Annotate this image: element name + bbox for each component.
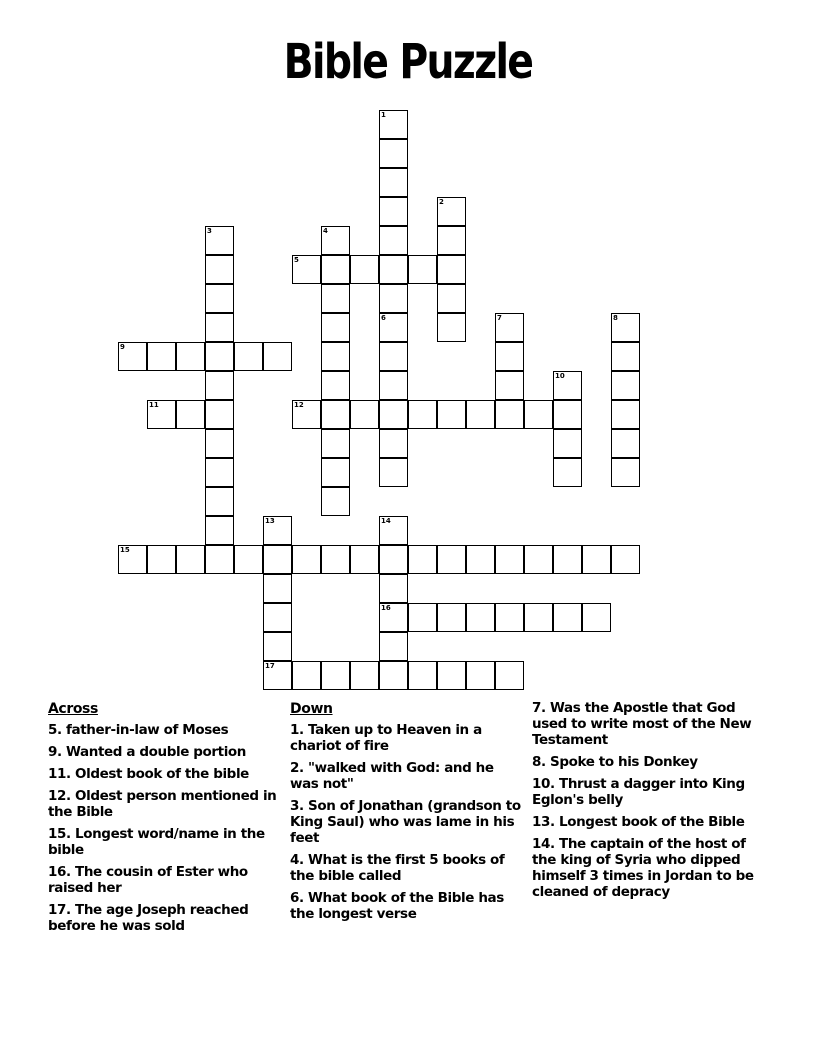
grid-cell[interactable] <box>321 400 350 429</box>
cell-number: 3 <box>207 227 212 235</box>
grid-cell[interactable] <box>553 458 582 487</box>
grid-cell[interactable] <box>379 661 408 690</box>
grid-cell[interactable] <box>379 255 408 284</box>
grid-cell[interactable] <box>118 545 147 574</box>
cell-number: 13 <box>265 517 275 525</box>
grid-cell[interactable] <box>611 371 640 400</box>
grid-cell[interactable] <box>350 255 379 284</box>
grid-cell[interactable] <box>263 661 292 690</box>
grid-cell[interactable] <box>205 255 234 284</box>
grid-cell[interactable] <box>495 545 524 574</box>
grid-cell[interactable] <box>437 313 466 342</box>
grid-cell[interactable] <box>553 545 582 574</box>
grid-cell[interactable] <box>553 400 582 429</box>
down-clues <box>290 700 522 928</box>
cell-number: 9 <box>120 343 125 351</box>
grid-cell[interactable] <box>437 661 466 690</box>
clue-down-7: 7. Was the Apostle that God used to write most of the New Testament <box>532 700 752 748</box>
grid-cell[interactable] <box>263 574 292 603</box>
cell-number: 5 <box>294 256 299 264</box>
grid-cell[interactable] <box>495 661 524 690</box>
grid-cell[interactable] <box>263 603 292 632</box>
grid-cell[interactable] <box>437 400 466 429</box>
grid-cell[interactable] <box>321 458 350 487</box>
page-title: Bible Puzzle <box>283 34 533 90</box>
clue-down-10: 10. Thrust a dagger into King Eglon's belly <box>532 776 745 808</box>
grid-cell[interactable] <box>350 400 379 429</box>
grid-cell[interactable] <box>205 226 234 255</box>
grid-cell[interactable] <box>379 284 408 313</box>
grid-cell[interactable] <box>292 661 321 690</box>
grid-cell[interactable] <box>495 313 524 342</box>
grid-cell[interactable] <box>234 545 263 574</box>
grid-cell[interactable] <box>379 458 408 487</box>
grid-cell[interactable] <box>379 574 408 603</box>
grid-cell[interactable] <box>437 603 466 632</box>
grid-cell[interactable] <box>466 545 495 574</box>
grid-cell[interactable] <box>379 371 408 400</box>
grid-cell[interactable] <box>321 226 350 255</box>
clue-across-12: 12. Oldest person mentioned in the Bible <box>48 788 277 820</box>
grid-cell[interactable] <box>466 661 495 690</box>
grid-cell[interactable] <box>495 342 524 371</box>
clue-down-4: 4. What is the first 5 books of the bible called <box>290 852 505 884</box>
grid-cell[interactable] <box>176 545 205 574</box>
grid-cell[interactable] <box>321 313 350 342</box>
grid-cell[interactable] <box>205 371 234 400</box>
cell-number: 10 <box>555 372 565 380</box>
grid-cell[interactable] <box>379 168 408 197</box>
grid-cell[interactable] <box>379 603 408 632</box>
clue-down-8: 8. Spoke to his Donkey <box>532 754 698 770</box>
grid-cell[interactable] <box>234 342 263 371</box>
across-clues <box>48 700 280 940</box>
grid-cell[interactable] <box>205 284 234 313</box>
grid-cell[interactable] <box>553 603 582 632</box>
grid-cell[interactable] <box>524 545 553 574</box>
clue-down-14: 14. The captain of the host of the king of Syria who dipped himself 3 times in Jordan to be cleaned of depracy <box>532 836 754 900</box>
clue-down-1: 1. Taken up to Heaven in a chariot of fire <box>290 722 482 754</box>
grid-cell[interactable] <box>379 429 408 458</box>
grid-cell[interactable] <box>379 632 408 661</box>
grid-cell[interactable] <box>437 197 466 226</box>
grid-cell[interactable] <box>263 516 292 545</box>
cell-number: 15 <box>120 546 130 554</box>
grid-cell[interactable] <box>205 429 234 458</box>
grid-cell[interactable] <box>379 110 408 139</box>
grid-cell[interactable] <box>437 255 466 284</box>
grid-cell[interactable] <box>379 226 408 255</box>
cell-number: 11 <box>149 401 159 409</box>
grid-cell[interactable] <box>205 342 234 371</box>
grid-cell[interactable] <box>205 487 234 516</box>
clue-across-15: 15. Longest word/name in the bible <box>48 826 265 858</box>
clue-across-5: 5. father-in-law of Moses <box>48 722 229 738</box>
grid-cell[interactable] <box>350 545 379 574</box>
clue-down-6: 6. What book of the Bible has the longest verse <box>290 890 504 922</box>
down-clues-continued <box>532 700 770 906</box>
grid-cell[interactable] <box>379 197 408 226</box>
cell-number: 16 <box>381 604 391 612</box>
grid-cell[interactable] <box>466 400 495 429</box>
grid-cell[interactable] <box>437 226 466 255</box>
grid-cell[interactable] <box>321 487 350 516</box>
cell-number: 17 <box>265 662 275 670</box>
grid-cell[interactable] <box>379 545 408 574</box>
grid-cell[interactable] <box>118 342 147 371</box>
clue-down-3: 3. Son of Jonathan (grandson to King Saul) who was lame in his feet <box>290 798 521 846</box>
grid-cell[interactable] <box>379 400 408 429</box>
grid-cell[interactable] <box>147 400 176 429</box>
grid-cell[interactable] <box>321 284 350 313</box>
grid-cell[interactable] <box>379 342 408 371</box>
grid-cell[interactable] <box>611 545 640 574</box>
grid-cell[interactable] <box>263 545 292 574</box>
grid-cell[interactable] <box>292 400 321 429</box>
grid-cell[interactable] <box>408 661 437 690</box>
grid-cell[interactable] <box>292 545 321 574</box>
grid-cell[interactable] <box>495 371 524 400</box>
grid-cell[interactable] <box>524 400 553 429</box>
cell-number: 2 <box>439 198 444 206</box>
grid-cell[interactable] <box>553 371 582 400</box>
clue-across-9: 9. Wanted a double portion <box>48 744 247 760</box>
grid-cell[interactable] <box>466 603 495 632</box>
grid-cell[interactable] <box>611 429 640 458</box>
grid-cell[interactable] <box>379 313 408 342</box>
clue-down-13: 13. Longest book of the Bible <box>532 814 745 830</box>
grid-cell[interactable] <box>611 342 640 371</box>
clue-down-2: 2. "walked with God: and he was not" <box>290 760 494 792</box>
grid-cell[interactable] <box>205 400 234 429</box>
clue-across-11: 11. Oldest book of the bible <box>48 766 249 782</box>
grid-cell[interactable] <box>263 342 292 371</box>
cell-number: 4 <box>323 227 328 235</box>
clue-across-16: 16. The cousin of Ester who raised her <box>48 864 248 896</box>
grid-cell[interactable] <box>263 632 292 661</box>
grid-cell[interactable] <box>205 458 234 487</box>
grid-cell[interactable] <box>379 516 408 545</box>
grid-cell[interactable] <box>205 545 234 574</box>
cell-number: 12 <box>294 401 304 409</box>
clue-across-17: 17. The age Joseph reached before he was sold <box>48 902 249 934</box>
cell-number: 14 <box>381 517 391 525</box>
grid-cell[interactable] <box>437 284 466 313</box>
grid-cell[interactable] <box>292 255 321 284</box>
grid-cell[interactable] <box>611 400 640 429</box>
grid-cell[interactable] <box>321 371 350 400</box>
grid-cell[interactable] <box>321 661 350 690</box>
grid-cell[interactable] <box>321 342 350 371</box>
grid-cell[interactable] <box>408 400 437 429</box>
grid-cell[interactable] <box>553 429 582 458</box>
cell-number: 7 <box>497 314 502 322</box>
cell-number: 6 <box>381 314 386 322</box>
grid-cell[interactable] <box>611 458 640 487</box>
cell-number: 8 <box>613 314 618 322</box>
grid-cell[interactable] <box>524 603 553 632</box>
grid-cell[interactable] <box>321 429 350 458</box>
cell-number: 1 <box>381 111 386 119</box>
grid-cell[interactable] <box>147 342 176 371</box>
grid-cell[interactable] <box>350 661 379 690</box>
grid-cell[interactable] <box>379 139 408 168</box>
grid-cell[interactable] <box>176 400 205 429</box>
grid-cell[interactable] <box>321 545 350 574</box>
grid-cell[interactable] <box>321 255 350 284</box>
grid-cell[interactable] <box>582 545 611 574</box>
grid-cell[interactable] <box>611 313 640 342</box>
across-heading: Across <box>48 701 98 717</box>
grid-cell[interactable] <box>408 255 437 284</box>
grid-cell[interactable] <box>408 603 437 632</box>
grid-cell[interactable] <box>495 400 524 429</box>
grid-cell[interactable] <box>205 516 234 545</box>
down-heading: Down <box>290 701 333 717</box>
grid-cell[interactable] <box>495 603 524 632</box>
grid-cell[interactable] <box>437 545 466 574</box>
grid-cell[interactable] <box>205 313 234 342</box>
grid-cell[interactable] <box>582 603 611 632</box>
grid-cell[interactable] <box>147 545 176 574</box>
grid-cell[interactable] <box>176 342 205 371</box>
grid-cell[interactable] <box>408 545 437 574</box>
